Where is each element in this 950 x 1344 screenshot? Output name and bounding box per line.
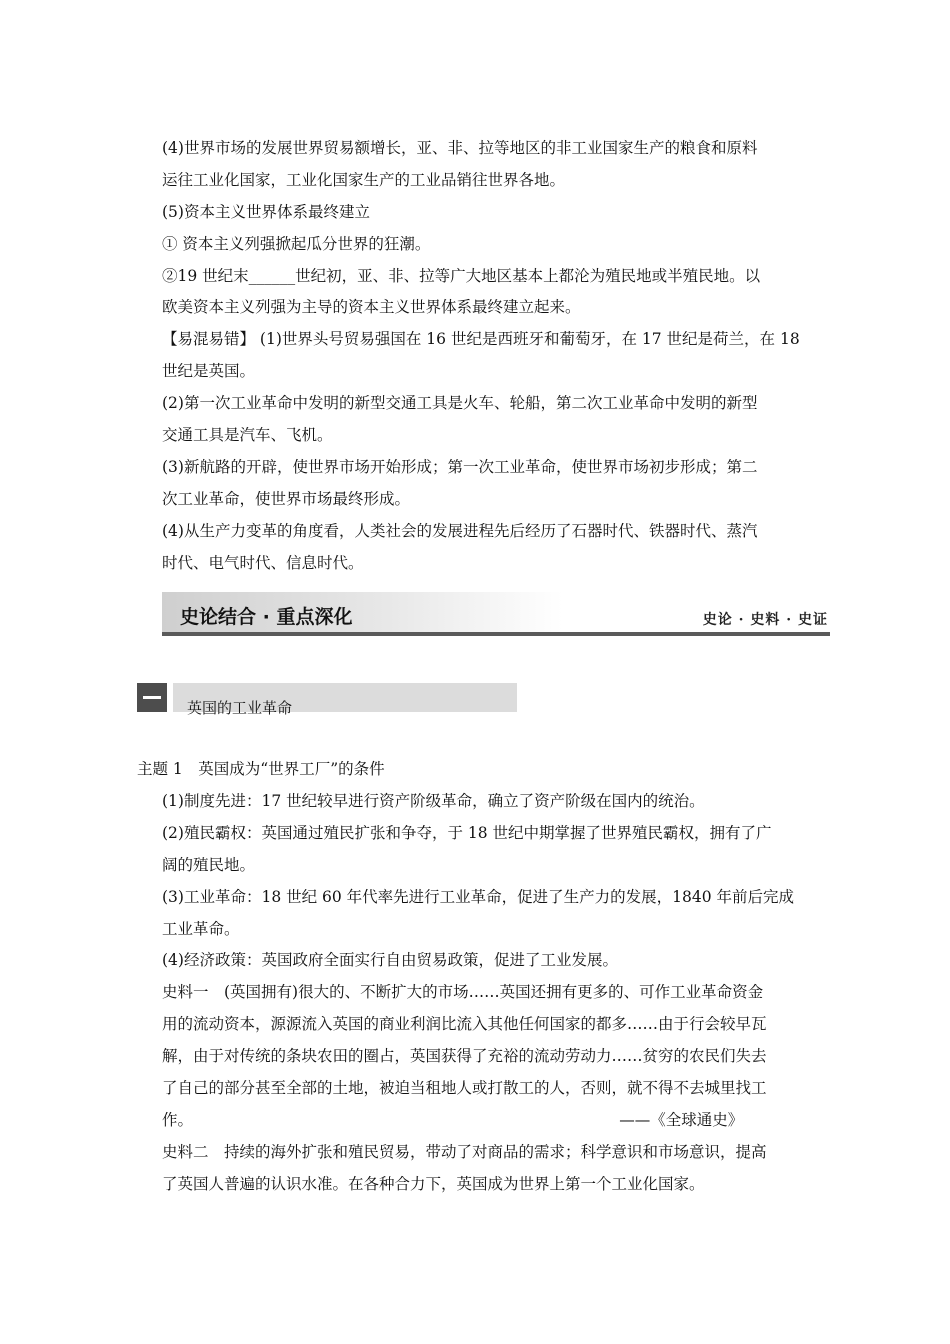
text-line: (4)世界市场的发展世界贸易额增长，亚、非、拉等地区的非工业国家生产的粮食和原料 (162, 139, 758, 157)
text-line: 了英国人普遍的认识水准。在各种合力下，英国成为世界上第一个工业化国家。 (162, 1175, 705, 1193)
text-line: 次工业革命，使世界市场最终形成。 (162, 490, 411, 508)
text-line: 交通工具是汽车、飞机。 (162, 426, 333, 444)
text-line: (2)第一次工业革命中发明的新型交通工具是火车、轮船，第二次工业革命中发明的新型 (162, 394, 758, 412)
text-line: ① 资本主义列强掀起瓜分世界的狂潮。 (162, 235, 431, 253)
banner-title: 史论结合 · 重点深化 (180, 606, 353, 628)
text-line: 史料二 持续的海外扩张和殖民贸易，带动了对商品的需求；科学意识和市场意识，提高 (162, 1143, 767, 1161)
text-line: 作。 ——《全球通史》 (162, 1111, 744, 1129)
topic-heading: 主题 1 英国成为“世界工厂”的条件 (137, 760, 385, 778)
text-line: 了自己的部分甚至全部的土地，被迫当租地人或打散工的人，否则，就不得不去城里找工 (162, 1079, 767, 1097)
text-line: (2)殖民霸权：英国通过殖民扩张和争夺，于 18 世纪中期掌握了世界殖民霸权，拥有了广 (162, 824, 772, 842)
text-line: (3)工业革命：18 世纪 60 年代率先进行工业革命，促进了生产力的发展，1840 年前后完成 (162, 888, 795, 906)
text-line: (3)新航路的开辟，使世界市场开始形成；第一次工业革命，使世界市场初步形成；第二 (162, 458, 758, 476)
section-heading (137, 683, 517, 717)
section-number-one (137, 683, 167, 712)
text-line: 【易混易错】 (1)世界头号贸易强国在 16 世纪是西班牙和葡萄牙，在 17 世纪是荷兰，在 18 (162, 330, 800, 348)
text-line: 解，由于对传统的条块农田的圈占，英国获得了充裕的流动劳动力……贫穷的农民们失去 (162, 1047, 767, 1065)
text-line: (4)从生产力变革的角度看，人类社会的发展进程先后经历了石器时代、铁器时代、蒸汽 (162, 522, 758, 540)
text-line: 时代、电气时代、信息时代。 (162, 554, 364, 572)
section-banner (162, 592, 830, 636)
section-label-box (173, 683, 517, 717)
text-line: 欧美资本主义列强为主导的资本主义世界体系最终建立起来。 (162, 298, 581, 316)
text-line: 用的流动资本，源源流入英国的商业利润比流入其他任何国家的都多……由于行会较早瓦 (162, 1015, 767, 1033)
banner-underline (162, 632, 830, 636)
text-line: ②19 世纪末______世纪初，亚、非、拉等广大地区基本上都沦为殖民地或半殖民地。以 (162, 267, 761, 285)
text-line: 阔的殖民地。 (162, 856, 256, 874)
text-line: 工业革命。 (162, 920, 240, 938)
text-line: (4)经济政策：英国政府全面实行自由贸易政策，促进了工业发展。 (162, 951, 618, 969)
text-line: 世纪是英国。 (162, 362, 256, 380)
section-label: 英国的工业革命 (187, 699, 293, 717)
text-line: (1)制度先进：17 世纪较早进行资产阶级革命，确立了资产阶级在国内的统治。 (162, 792, 705, 810)
text-line: 史料一 (英国拥有)很大的、不断扩大的市场……英国还拥有更多的、可作工业革命资金 (162, 983, 764, 1001)
text-line: (5)资本主义世界体系最终建立 (162, 203, 370, 221)
text-line: 运往工业化国家，工业化国家生产的工业品销往世界各地。 (162, 171, 566, 189)
banner-subtitle: 史论 · 史料 · 史证 (702, 612, 828, 628)
